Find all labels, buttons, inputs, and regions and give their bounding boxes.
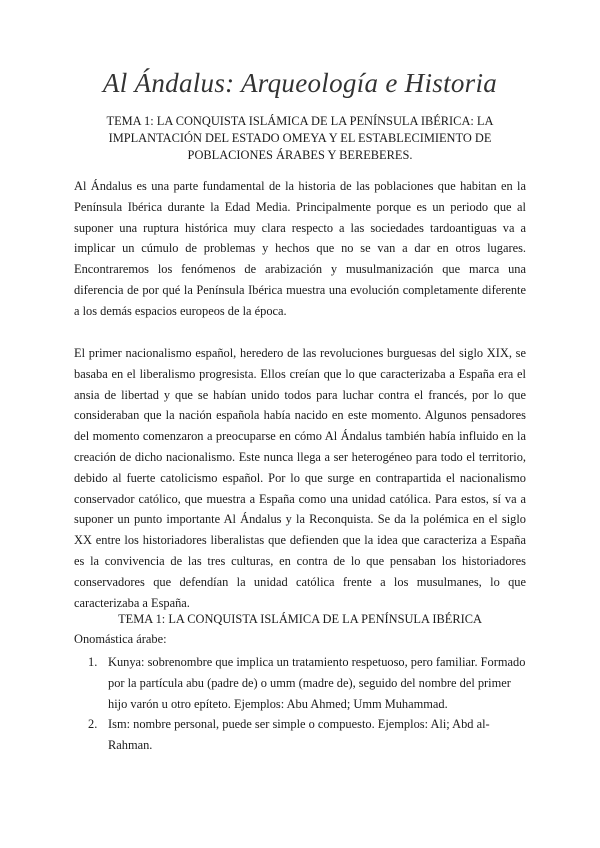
list-item — [88, 652, 526, 714]
list-item-number: 1. — [88, 655, 98, 669]
paragraph-nacionalismo: El primer nacionalismo español, heredero de las revoluciones burguesas del siglo XIX, se basaba en el liberalismo progresista. Ellos creían que lo que caracterizaba a España era el ansia de libertad y que se habían unido todos para luchar contra el francés, por lo que consideraban que la nación española había nacido en este momento. Algunos pensadores del momento comenzaron a preocuparse en cómo Al Ándalus también había influido en la creación de dicho nacionalismo. Este nunca llega a ser heterogéneo para todo el territorio, debido al fuerte catolicismo español. Por lo que surge en contrapartida el nacionalismo conservador católico, que muestra a España como una unidad católica. Para estos, sí va a suponer un punto importante Al Ándalus y la Reconquista. Se da la polémica en el siglo XX entre los historiadores liberalistas que defienden que la idea que caracteriza a España es la convivencia de las tres culturas, en contra de lo que pensaban los historiadores conservadores que defendían la unidad católica frente a los musulmanes, lo que caracterizaba a España. — [74, 346, 526, 610]
document-subtitle: TEMA 1: LA CONQUISTA ISLÁMICA DE LA PENÍNSULA IBÉRICA: LA IMPLANTACIÓN DEL ESTADO OMEYA Y EL ESTABLECIMIENTO DE POBLACIONES ÁRABES Y BEREBERES. — [106, 114, 494, 162]
list-item-number: 2. — [88, 717, 98, 732]
list-item-text: Kunya: sobrenombre que implica un tratamiento respetuoso, pero familiar. Formado por la partícula abu (padre de) o umm (madre de), seguido del nombre del primer hijo varón u otro epíteto. Ejemplos: Abu Ahmed; Umm Muhammad. — [108, 655, 526, 711]
list-item-text: Ism: nombre personal, puede ser simple o compuesto. Ejemplos: Ali; Abd al-Rahman. — [108, 717, 490, 753]
paragraph-intro: Al Ándalus es una parte fundamental de la historia de las poblaciones que habitan en la Península Ibérica durante la Edad Media. Principalmente porque es un periodo que al suponer una ruptura histórica muy clara respecto a las sociedades tardoantiguas va a implicar un cúmulo de problemas y hechos que no se van a dar en otros lugares. Encontraremos los fenómenos de arabización y musulmanización que marca una diferencia de por qué la Península Ibérica muestra una evolución completamente diferente a los demás espacios europeos de la época. — [74, 179, 526, 318]
onomastica-label: Onomástica árabe: — [74, 632, 167, 646]
list-item — [88, 714, 526, 756]
document-title: Al Ándalus: Arqueología e Historia — [102, 68, 498, 98]
onomastica-list — [88, 652, 526, 756]
section-heading: TEMA 1: LA CONQUISTA ISLÁMICA DE LA PENÍNSULA IBÉRICA — [118, 612, 482, 626]
